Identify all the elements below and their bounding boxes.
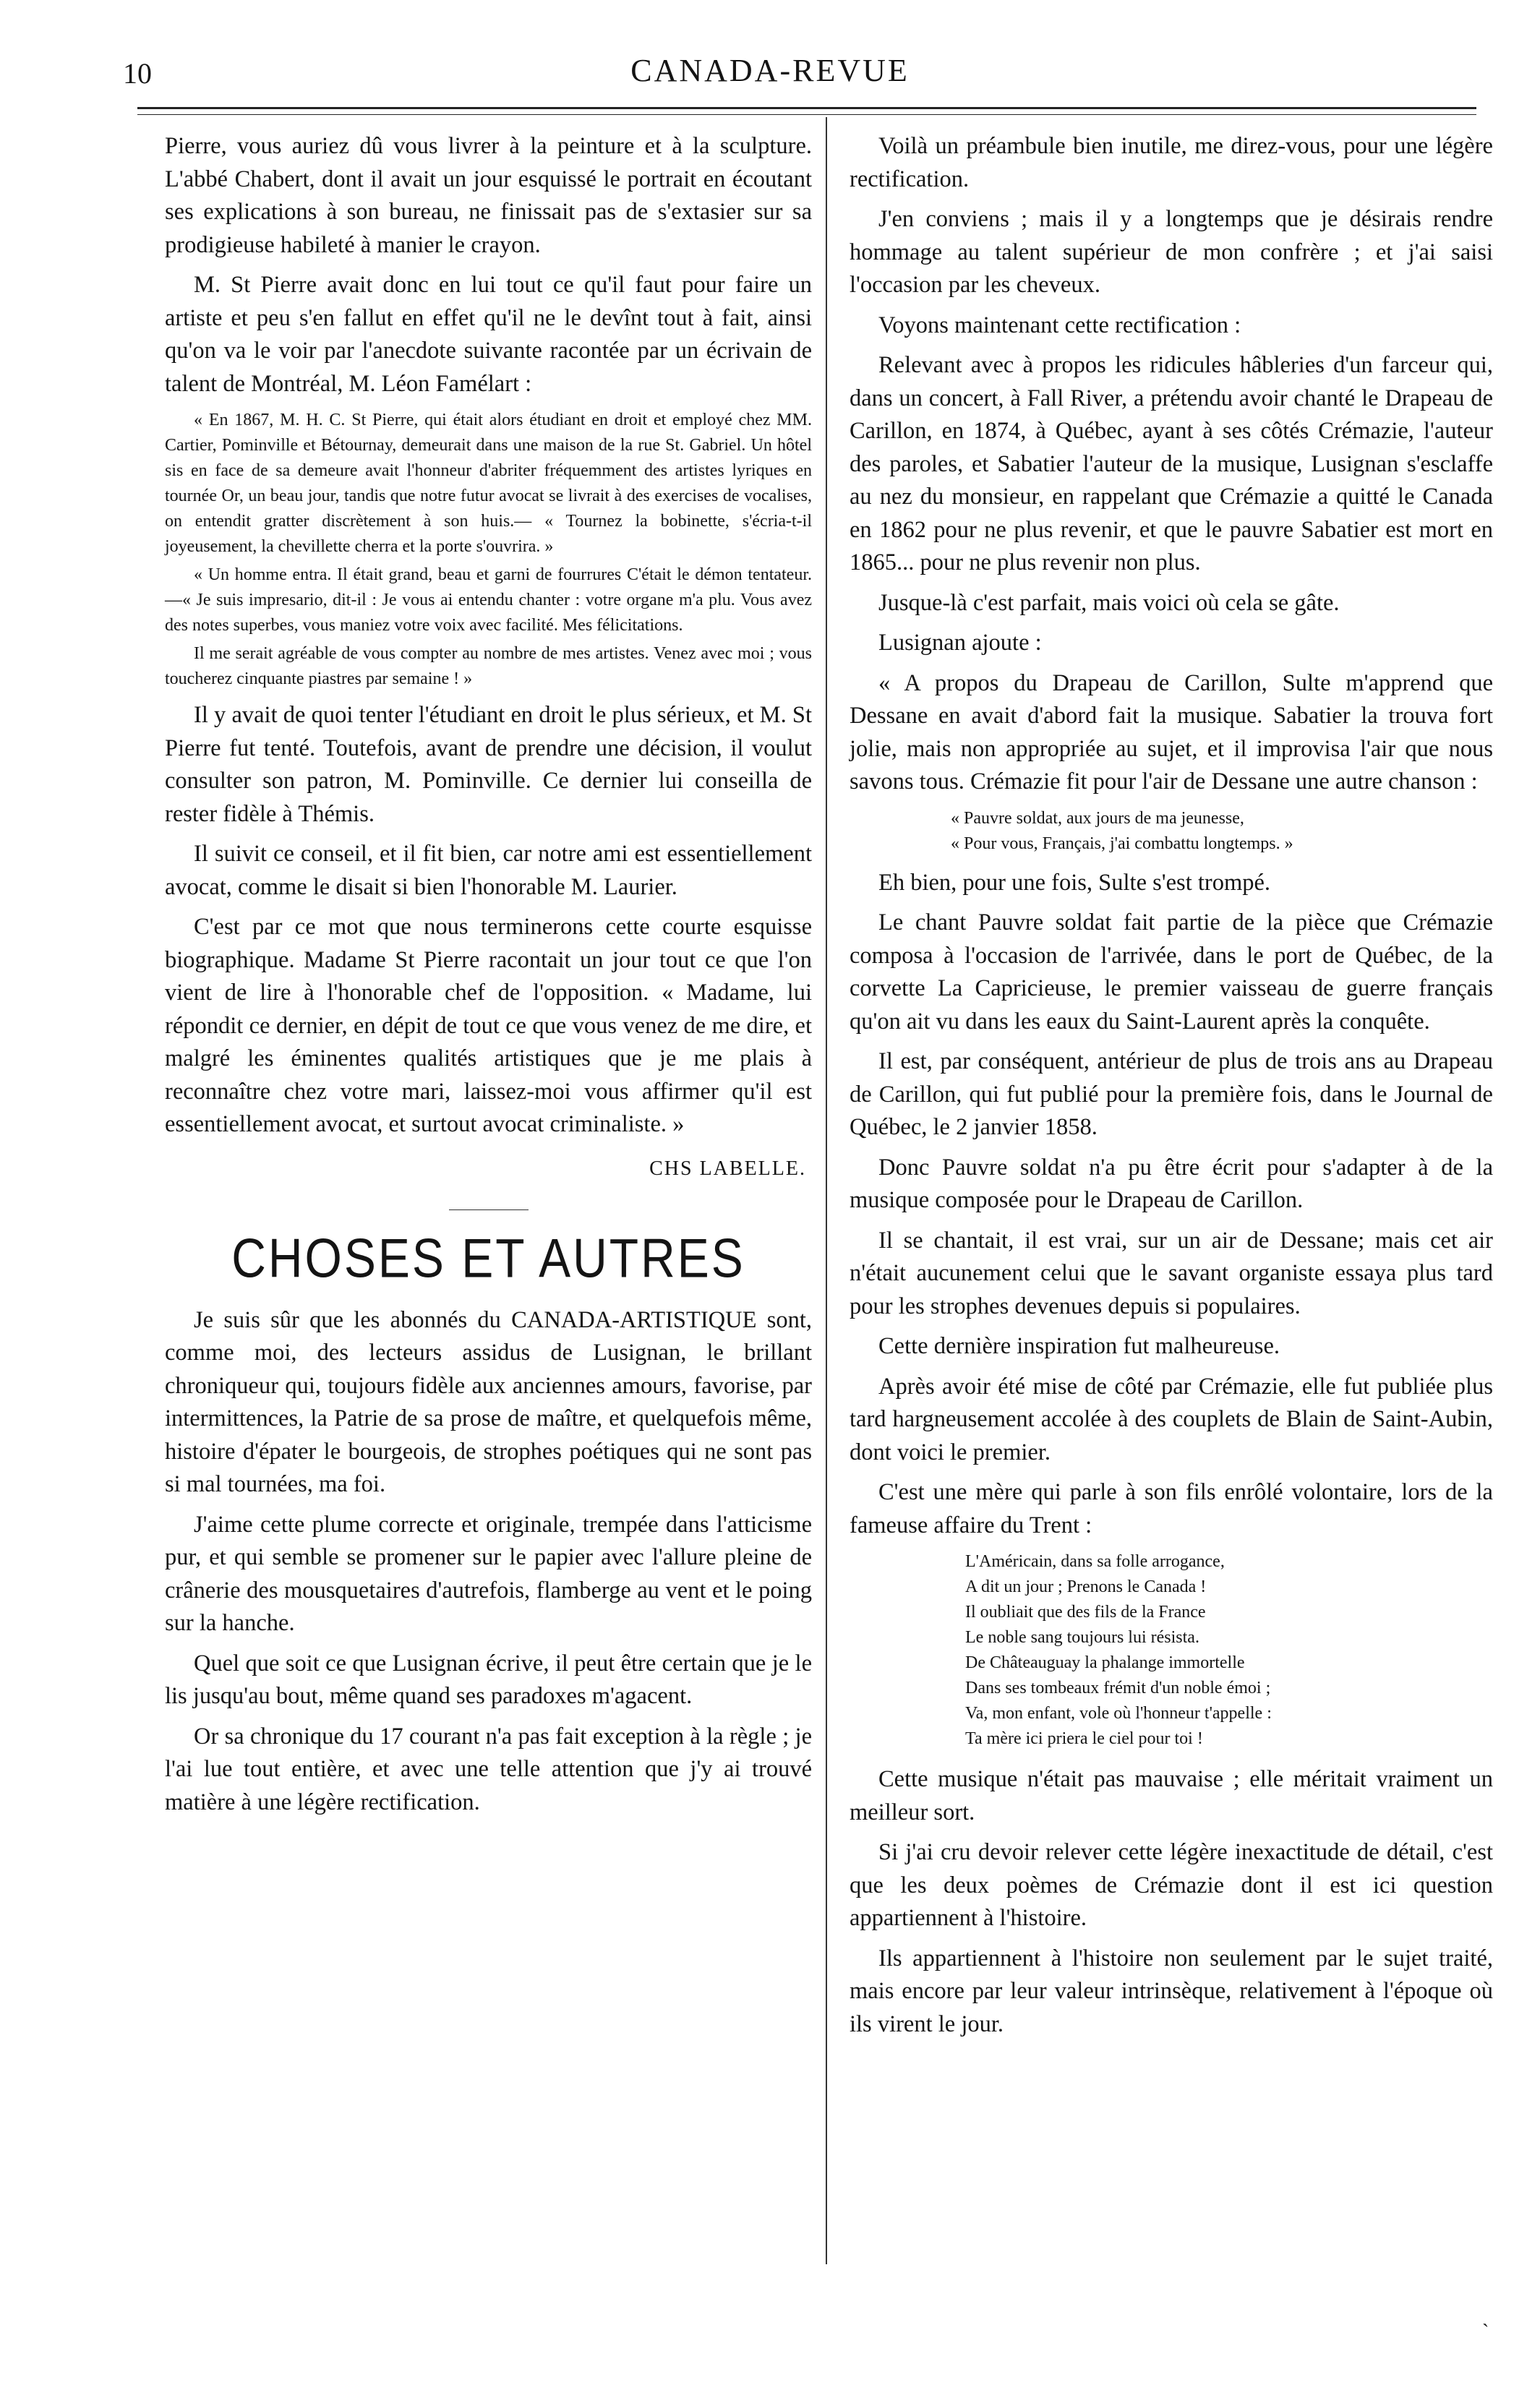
section-title: CHOSES ET AUTRES bbox=[231, 1226, 745, 1289]
paragraph: C'est par ce mot que nous terminerons cette courte esquisse biographique. Madame St Pierre racontait un jour tout ce que l'on vient de lire à l'honorable chef de l'opposition. « Madame, lui répondit ce dernier, en dépit de tout ce que vous venez de me dire, et malgré les éminentes qualités artistiques que je me plais à reconnaître chez votre mari, laissez-moi vous affirmer qu'il est essentiellement avocat, et surtout avocat criminaliste. » bbox=[165, 914, 812, 1137]
paragraph: Je suis sûr que les abonnés du CANADA-ARTISTIQUE sont, comme moi, des lecteurs assidus de Lusignan, le brillant chroniqueur qui, toujours fidèle aux anciennes amours, favorise, par intermittences, la Patrie de sa prose de maître, et quelquefois même, histoire d'épater le bourgeois, de strophes poétiques qui ne sont pas si mal tournées, ma foi. bbox=[165, 1306, 812, 1497]
paragraph: C'est une mère qui parle à son fils enrôlé volontaire, lors de la fameuse affaire du Trent : bbox=[850, 1479, 1493, 1538]
paragraph: Voyons maintenant cette rectification : bbox=[878, 312, 1241, 338]
running-title: CANADA-REVUE bbox=[630, 53, 910, 88]
right-column bbox=[850, 130, 1493, 2048]
poem-line: Le noble sang toujours lui résista. bbox=[965, 1628, 1199, 1647]
poem-line: Va, mon enfant, vole où l'honneur t'appelle : bbox=[965, 1704, 1272, 1723]
author-signature: CHS LABELLE. bbox=[649, 1157, 806, 1180]
verse-quote bbox=[951, 806, 1493, 857]
paragraph: Cette dernière inspiration fut malheureuse. bbox=[878, 1333, 1280, 1359]
header-rule bbox=[137, 107, 1476, 109]
paragraph: Si j'ai cru devoir relever cette légère inexactitude de détail, c'est que les deux poèmes de Crémazie dont il est ici question appartiennent à l'histoire. bbox=[850, 1839, 1493, 1931]
poem-line: De Châteauguay la phalange immortelle bbox=[965, 1653, 1245, 1672]
page-number: 10 bbox=[123, 57, 152, 90]
paragraph: Relevant avec à propos les ridicules hâbleries d'un farceur qui, dans un concert, à Fall River, a prétendu avoir chanté le Drapeau de Carillon, en 1874, à Québec, ayant à ses côtés Crémazie, l'auteur des paroles, et Sabatier l'auteur de la musique, Lusignan s'esclaffe au nez du monsieur, en rappelant que Crémazie a quitté le Canada en 1862 pour ne plus revenir, et que le pauvre Sabatier est mort en 1865... pour ne plus revenir non plus. bbox=[850, 352, 1493, 575]
paragraph: Jusque-là c'est parfait, mais voici où cela se gâte. bbox=[878, 589, 1340, 616]
paragraph: Il se chantait, il est vrai, sur un air de Dessane; mais cet air n'était aucunement celui que le savant organiste essaya plus tard pour les strophes devenues depuis si populaires. bbox=[850, 1227, 1493, 1319]
paragraph: Donc Pauvre soldat n'a pu être écrit pour s'adapter à de la musique composée pour le Drapeau de Carillon. bbox=[850, 1154, 1493, 1213]
poem-line: L'Américain, dans sa folle arrogance, bbox=[965, 1552, 1225, 1571]
poem-line: Il oubliait que des fils de la France bbox=[965, 1603, 1206, 1622]
poem bbox=[965, 1549, 1493, 1752]
paragraph: Cette musique n'était pas mauvaise ; elle méritait vraiment un meilleur sort. bbox=[850, 1766, 1493, 1825]
poem-line: A dit un jour ; Prenons le Canada ! bbox=[965, 1577, 1207, 1596]
header-rule-thin bbox=[137, 114, 1476, 115]
paragraph: J'en conviens ; mais il y a longtemps que je désirais rendre hommage au talent supérieur de mon confrère ; et j'ai saisi l'occasion par les cheveux. bbox=[850, 206, 1493, 298]
paragraph: Quel que soit ce que Lusignan écrive, il peut être certain que je le lis jusqu'au bout, même quand ses paradoxes m'agacent. bbox=[165, 1650, 812, 1709]
paragraph: M. St Pierre avait donc en lui tout ce qu'il faut pour faire un artiste et peu s'en fallut en effet qu'il ne le devînt tout à fait, ainsi qu'on va le voir par l'anecdote suivante racontée par un écrivain de talent de Montréal, M. Léon Famélart : bbox=[165, 272, 812, 397]
verse-line: « Pour vous, Français, j'ai combattu longtemps. » bbox=[951, 834, 1293, 853]
paragraph: Il y avait de quoi tenter l'étudiant en droit le plus sérieux, et M. St Pierre fut tenté. Toutefois, avant de prendre une décision, il voulut consulter son patron, M. Pominville. Ce dernier lui conseilla de rester fidèle à Thémis. bbox=[165, 702, 812, 827]
paragraph: Ils appartiennent à l'histoire non seulement par le sujet traité, mais encore par leur valeur intrinsèque, relativement à l'époque où ils virent le jour. bbox=[850, 1945, 1493, 2037]
quote-paragraph: Il me serait agréable de vous compter au nombre de mes artistes. Venez avec moi ; vous toucherez cinquante piastres par semaine ! » bbox=[165, 644, 812, 688]
print-mark: ` bbox=[1482, 2321, 1489, 2343]
quote-paragraph: « Un homme entra. Il était grand, beau et garni de fourrures C'était le démon tentateur.—« Je suis impresario, dit-il : Je vous ai entendu chanter : votre organe m'a plu. Vous avez des notes superbes, vous maniez votre voix avec facilité. Mes félicitations. bbox=[165, 565, 812, 635]
paragraph: Le chant Pauvre soldat fait partie de la pièce que Crémazie composa à l'occasion de l'arrivée, dans le port de Québec, de la corvette La Capricieuse, le premier vaisseau de guerre français qu'on ait vu dans les eaux du Saint-Laurent après la conquête. bbox=[850, 909, 1493, 1035]
paragraph: Pierre, vous auriez dû vous livrer à la peinture et à la sculpture. L'abbé Chabert, dont il avait un jour esquissé le portrait en écoutant ses explications à son bureau, ne finissait pas de s'extasier sur sa prodigieuse habileté à manier le crayon. bbox=[165, 133, 812, 258]
section-divider bbox=[449, 1209, 529, 1210]
column-divider bbox=[826, 117, 827, 2264]
left-column bbox=[165, 130, 812, 1826]
verse-line: « Pauvre soldat, aux jours de ma jeunesse, bbox=[951, 808, 1244, 828]
paragraph: Il suivit ce conseil, et il fit bien, car notre ami est essentiellement avocat, comme le disait si bien l'honorable M. Laurier. bbox=[165, 841, 812, 900]
paragraph: « A propos du Drapeau de Carillon, Sulte m'apprend que Dessane en avait d'abord fait la musique. Sabatier la trouva fort jolie, mais non appropriée au sujet, et il improvisa l'air que nous savons tous. Crémazie fit pour l'air de Dessane une autre chanson : bbox=[850, 669, 1493, 795]
paragraph: Il est, par conséquent, antérieur de plus de trois ans au Drapeau de Carillon, qui fut publié pour la première fois, dans le Journal de Québec, le 2 janvier 1858. bbox=[850, 1048, 1493, 1140]
paragraph: Après avoir été mise de côté par Crémazie, elle fut publiée plus tard hargneusement accolée à des couplets de Blain de Saint-Aubin, dont voici le premier. bbox=[850, 1373, 1493, 1465]
paragraph: Voilà un préambule bien inutile, me direz-vous, pour une légère rectification. bbox=[850, 133, 1493, 192]
paragraph: Lusignan ajoute : bbox=[878, 630, 1042, 656]
paragraph: Eh bien, pour une fois, Sulte s'est trompé. bbox=[878, 869, 1271, 896]
paragraph: J'aime cette plume correcte et originale, trempée dans l'atticisme pur, et qui semble se promener sur le papier avec l'allure pleine de crânerie des mousquetaires d'autrefois, flamberge au vent et le poing sur la hanche. bbox=[165, 1511, 812, 1636]
poem-line: Dans ses tombeaux frémit d'un noble émoi ; bbox=[965, 1679, 1271, 1697]
poem-line: Ta mère ici priera le ciel pour toi ! bbox=[965, 1729, 1203, 1748]
paragraph: Or sa chronique du 17 courant n'a pas fait exception à la règle ; je l'ai lue tout entière, et avec une telle attention que j'y ai trouvé matière à une légère rectification. bbox=[165, 1723, 812, 1815]
quote-paragraph: « En 1867, M. H. C. St Pierre, qui était alors étudiant en droit et employé chez MM. Cartier, Pominville et Bétournay, demeurait dans une maison de la rue St. Gabriel. Un hôtel sis en face de sa demeure avait l'honneur d'abriter fréquemment des artistes lyriques en tournée Or, un beau jour, tandis que notre futur avocat se livrait à des exercises de vocalises, on entendit gratter discrètement à son huis.— « Tournez la bobinette, s'écria-t-il joyeusement, la chevillette cherra et la porte s'ouvrira. » bbox=[165, 411, 812, 556]
